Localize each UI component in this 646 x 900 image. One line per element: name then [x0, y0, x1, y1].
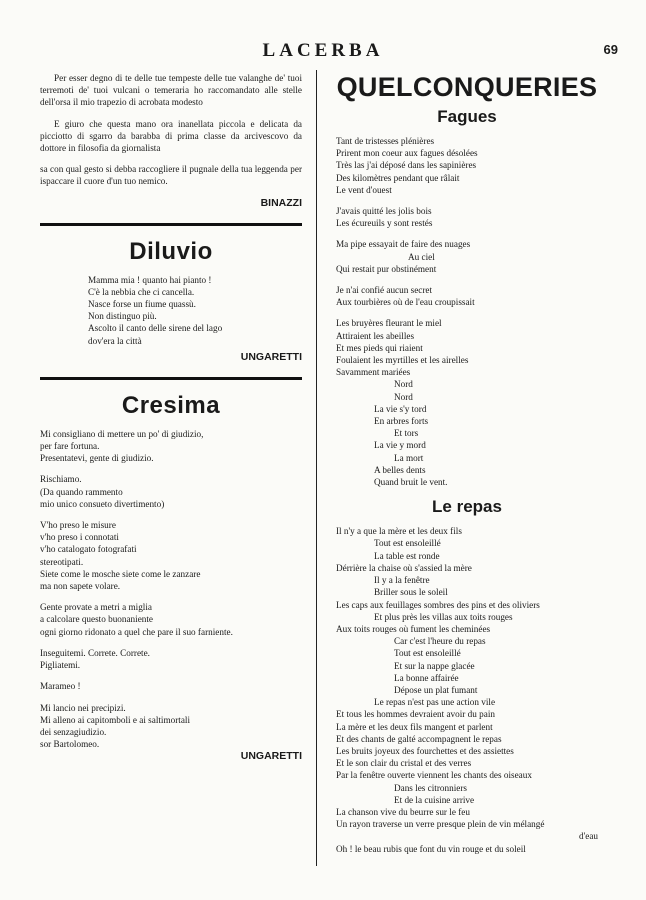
stanza	[40, 428, 302, 465]
poem-line: Rischiamo.	[40, 474, 82, 485]
cresima-section	[40, 392, 302, 762]
poem-line: Gente provate a metri a miglia	[40, 602, 152, 613]
intro-paragraph: Per esser degno di te delle tue tempeste delle tue valanghe de' tuoi terremoti de' tuoi vulcani o temeraria ho raccomandato alle stelle dell'orsa il mio trapezio di acrobata modesto	[40, 73, 302, 108]
poem-line: v'ho preso i connotati	[40, 532, 119, 543]
poem-line: Les bruyères fleurant le miel	[336, 318, 442, 329]
poem-line: Oh ! le beau rubis que font du vin rouge et du soleil	[336, 843, 526, 854]
poem-line: La mort	[394, 452, 424, 463]
poem-line: Très las j'ai déposé dans les sapinières	[336, 160, 477, 171]
poem-line: Et des chants de galté accompagnent le repas	[336, 733, 502, 744]
poem-line: Attiraient les abeilles	[336, 330, 415, 341]
poem-line: mio unico consueto divertimento)	[40, 498, 165, 509]
poem-line: a calcolare questo buonaniente	[40, 614, 154, 625]
poem-line: Non distinguo più.	[88, 311, 157, 322]
stanza	[336, 317, 598, 488]
poem-line: Il y a la fenêtre	[374, 575, 430, 586]
poem-line: Prirent mon coeur aux fagues désolées	[336, 148, 478, 159]
poem-line: Je n'ai confié aucun secret	[336, 285, 433, 296]
stanza	[40, 647, 302, 671]
stanza	[40, 601, 302, 638]
poem-line: Dépose un plat fumant	[394, 684, 478, 695]
page-number: 69	[603, 42, 618, 57]
poem-line: (Da quando rammento	[40, 486, 123, 497]
poem-line: Il n'y a que la mère et les deux fils	[336, 526, 462, 537]
poem-line: Ma pipe essayait de faire des nuages	[336, 239, 471, 250]
poem-line: v'ho catalogato fotografati	[40, 544, 137, 555]
poem-line: Foulaient les myrtilles et les airelles	[336, 355, 469, 366]
poem-line: Marameo !	[40, 681, 81, 692]
poem-line: Mi lancio nei precipizi.	[40, 702, 126, 713]
signature: UNGARETTI	[240, 750, 302, 763]
poem-line: Au ciel	[408, 251, 435, 262]
poem-line: La chanson vive du beurre sur le feu	[336, 806, 470, 817]
poem-line: La bonne affairée	[394, 672, 459, 683]
left-column	[40, 72, 302, 762]
intro-paragraph: E giuro che questa mano ora inanellata piccola e delicata da picciotto di sgarro da barabba di prima classe da arcivescovo da dottore in filosofia da giornalista	[40, 118, 302, 154]
poem-line: V'ho preso le misure	[40, 520, 116, 531]
poem-line: Dans les citronniers	[394, 782, 467, 793]
poem-line: Briller sous le soleil	[374, 587, 448, 598]
poem-title: Fagues	[437, 107, 497, 126]
poem-line: Nasce forse un fiume quassù.	[88, 299, 196, 310]
poem-line: Des kilomètres pendant que râlait	[336, 172, 460, 183]
poem-line: La table est ronde	[374, 550, 440, 561]
poem-line: Pigliatemi.	[40, 660, 81, 671]
stanza	[40, 473, 302, 510]
poem-line: La mère et les deux fils mangent et parlent	[336, 721, 493, 732]
poem-line: Mi alleno ai capitomboli e ai saltimortali	[40, 714, 191, 725]
repas-poem	[336, 525, 598, 854]
poem-line: Nord	[394, 391, 413, 402]
poem-line: Inseguitemi. Correte. Correte.	[40, 647, 150, 658]
poem-line: Nord	[394, 379, 413, 390]
stanza	[336, 205, 598, 229]
poem-line: Et tors	[394, 428, 419, 439]
poem-line: Les bruits joyeux des fourchettes et des assiettes	[336, 745, 514, 756]
poem-line: dov'era la città	[88, 335, 142, 346]
intro-section	[40, 72, 302, 209]
poem-line: Le vent d'ouest	[336, 184, 392, 195]
poem-line: La vie s'y tord	[374, 403, 427, 414]
poem-title: Le repas	[432, 497, 502, 517]
poem-line: sor Bartolomeo.	[40, 739, 100, 750]
right-column	[336, 72, 598, 855]
poem-line: Aux toits rouges où fument les cheminées	[336, 623, 491, 634]
poem-line: Et mes pieds qui riaient	[336, 342, 423, 353]
poem-line: Tout est ensoleillé	[374, 538, 441, 549]
poem-line: Car c'est l'heure du repas	[394, 636, 486, 647]
poem-line: Les écureuils y sont restés	[336, 218, 433, 229]
poem-title: Cresima	[121, 391, 221, 419]
poem-line: Siete come le mosche siete come le zanzare	[40, 568, 201, 579]
intro-paragraph: sa con qual gesto si debba raccogliere il pugnale della tua leggenda per ispaccare il cuore d'un tuo nemico.	[40, 164, 302, 187]
poem-line: Un rayon traverse un verre presque plein de vin mélangé	[336, 819, 545, 830]
poem-line: Et de la cuisine arrive	[394, 794, 475, 805]
poem-line: Aux tourbières où de l'eau croupissait	[336, 297, 475, 308]
poem-line: En arbres forts	[374, 416, 429, 427]
poem-line: ogni giorno ridonato a quel che pare il suo farniente.	[40, 626, 233, 637]
poem-line: Et tous les hommes devraient avoir du pain	[336, 709, 495, 720]
poem-line: Et le son clair du cristal et des verres	[336, 758, 472, 769]
poem-line: Ascolto il canto delle sirene del lago	[88, 323, 223, 334]
poem-line: Mi consigliano di mettere un po' di giudizio,	[40, 428, 204, 439]
poem-line: Tant de tristesses plénières	[336, 136, 435, 146]
stanza	[40, 519, 302, 592]
stanza	[40, 680, 302, 692]
poem-line: C'è la nebbia che ci cancella.	[88, 286, 195, 297]
poem-line: Mamma mia ! quanto hai pianto !	[88, 274, 212, 285]
poem-line: Qui restait pur obstinément	[336, 263, 437, 274]
stanza	[336, 284, 598, 308]
poem-line: Savamment mariées	[336, 367, 411, 378]
column-divider	[316, 70, 317, 866]
poem-line: stereotipati.	[40, 556, 84, 567]
poem-line: Les caps aux feuillages sombres des pins et des oliviers	[336, 599, 540, 610]
fagues-poem	[336, 135, 598, 488]
poem-line: Quand bruit le vent.	[374, 477, 448, 488]
poem-line: Presentatevi, gente di giudizio.	[40, 453, 154, 464]
poem-line: per fare fortuna.	[40, 441, 100, 452]
poem-line: La vie y mord	[374, 440, 426, 451]
stanza	[40, 702, 302, 751]
stanza	[336, 238, 598, 275]
poem-line: Dérrière la chaise où s'assied la mère	[336, 562, 472, 573]
poem-line: Tout est ensoleillé	[394, 648, 461, 659]
section-rule	[40, 223, 302, 226]
poem-line: A belles dents	[374, 464, 426, 475]
poem-line: Par la fenêtre ouverte viennent les chants des oiseaux	[336, 770, 532, 781]
poem-title: Diluvio	[129, 237, 213, 265]
signature: BINAZZI	[260, 196, 302, 209]
section-main-title: QUELCONQUERIES	[336, 72, 598, 102]
poem-line: ma non sapete volare.	[40, 581, 121, 592]
diluvio-section	[40, 238, 302, 363]
signature: UNGARETTI	[240, 350, 302, 363]
poem-line: dei senzagiudizio.	[40, 726, 107, 737]
poem-line: Et plus près les villas aux toits rouges	[374, 611, 513, 622]
poem-line: J'avais quitté les jolis bois	[336, 206, 432, 217]
stanza	[336, 135, 598, 196]
poem-line: Et sur la nappe glacée	[394, 660, 475, 671]
poem-line: d'eau	[579, 831, 598, 842]
poem-line: Le repas n'est pas une action vile	[374, 697, 496, 708]
journal-title: LACERBA	[262, 40, 384, 61]
section-rule	[40, 377, 302, 380]
